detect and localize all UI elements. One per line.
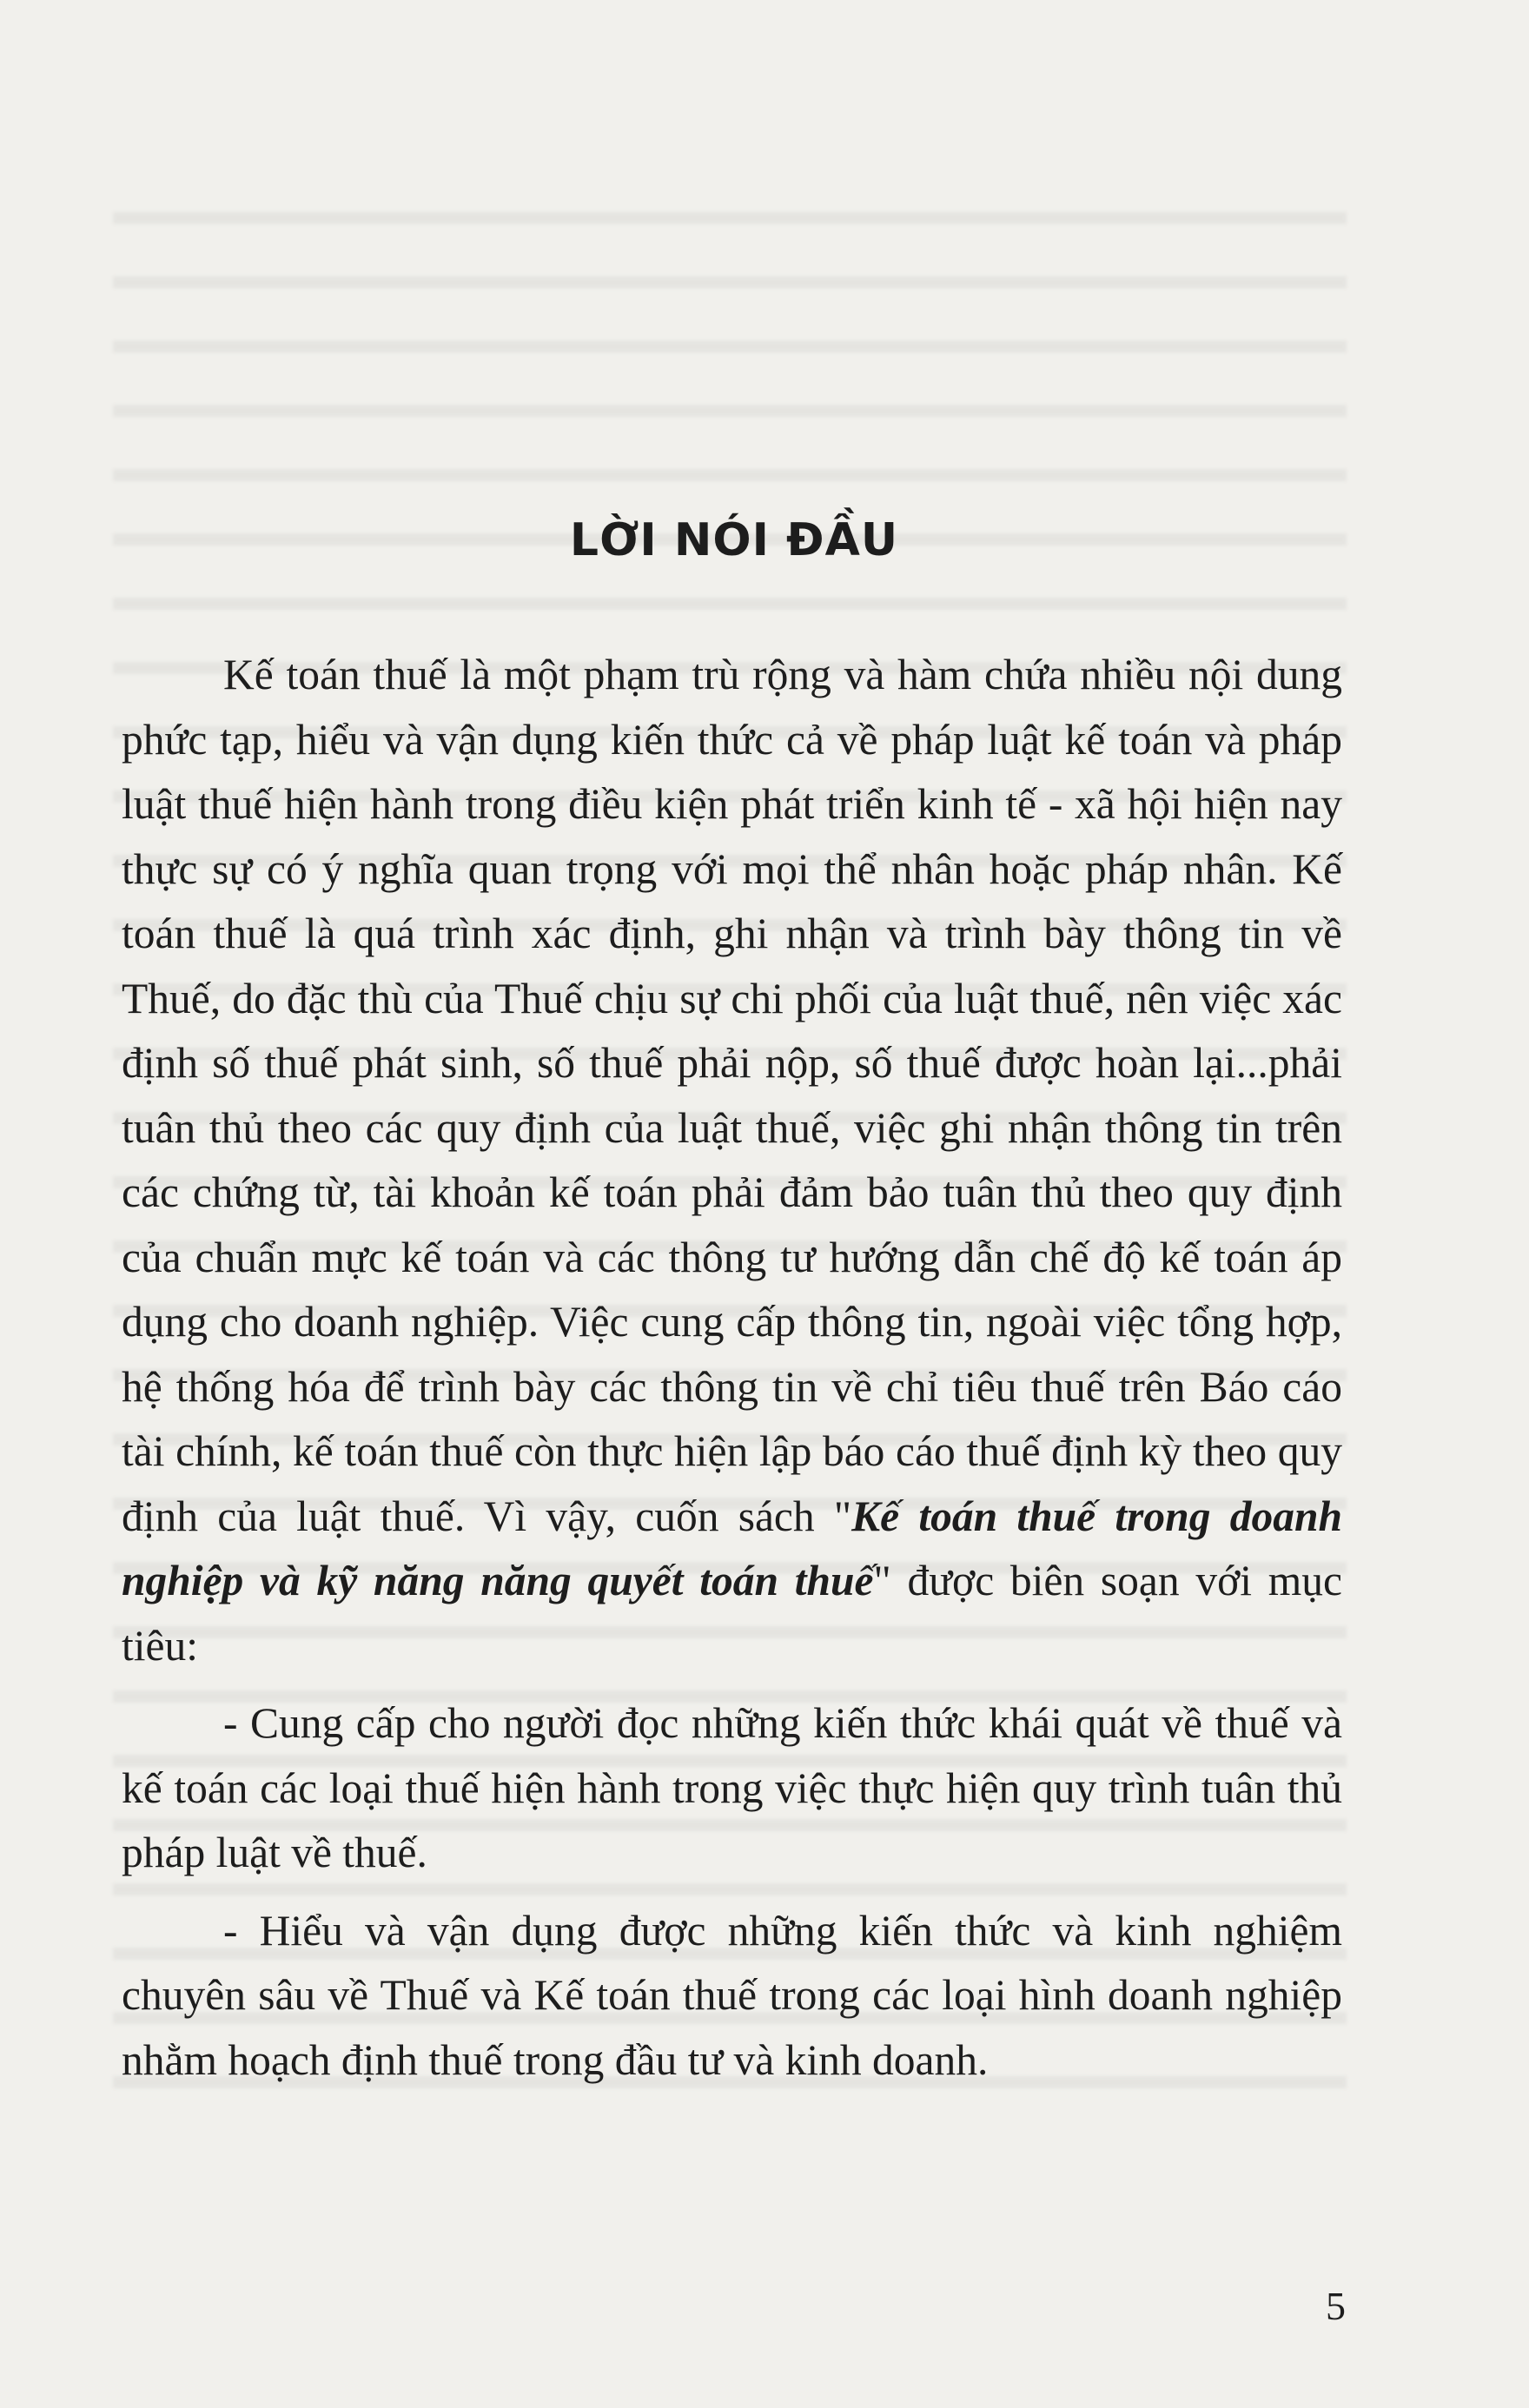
body-text [122,643,1342,2093]
book-title: Kế toán thuế trong doanh nghiệp và kỹ năng năng quyết toán thuế [122,1492,1342,1604]
intro-paragraph [122,643,1342,1678]
page-number: 5 [1326,2284,1346,2328]
intro-text-after: " được biên soạn với mục tiêu: [122,1557,1342,1670]
page-title: LỜI NÓI ĐẦU [569,514,899,566]
objective-item-2: - Hiểu và vận dụng được những kiến thức và kinh nghiệm chuyên sâu về Thuế và Kế toán thuế trong các loại hình doanh nghiệp nhằm hoạch định thuế trong đầu tư và kinh doanh. [122,1906,1342,2084]
objective-item-1: - Cung cấp cho người đọc những kiến thức khái quát về thuế và kế toán các loại thuế hiện hành trong việc thực hiện quy trình tuân thủ pháp luật về thuế. [122,1699,1342,1876]
intro-text-before: Kế toán thuế là một phạm trù rộng và hàm chứa nhiều nội dung phức tạp, hiểu và vận dụng kiến thức cả về pháp luật kế toán và pháp luật thuế hiện hành trong điều kiện phát triển kinh tế - xã hội hiện nay thực sự có ý nghĩa quan trọng với mọi thể nhân hoặc pháp nhân. Kế toán thuế là quá trình xác định, ghi nhận và trình bày thông tin về Thuế, do đặc thù của Thuế chịu sự chi phối của luật thuế, nên việc xác định số thuế phát sinh, số thuế phải nộp, số thuế được hoàn lại...phải tuân thủ theo các quy định của luật thuế, việc ghi nhận thông tin trên các chứng từ, tài khoản kế toán phải đảm bảo tuân thủ theo quy định của chuẩn mực kế toán và các thông tư hướng dẫn chế độ kế toán áp dụng cho doanh nghiệp. Việc cung cấp thông tin, ngoài việc tổng hợp, hệ thống hóa để trình bày các thông tin về chỉ tiêu thuế trên Báo cáo tài chính, kế toán thuế còn thực hiện lập báo cáo thuế định kỳ theo quy định của luật thuế. Vì vậy, cuốn sách " [122,651,1342,1540]
